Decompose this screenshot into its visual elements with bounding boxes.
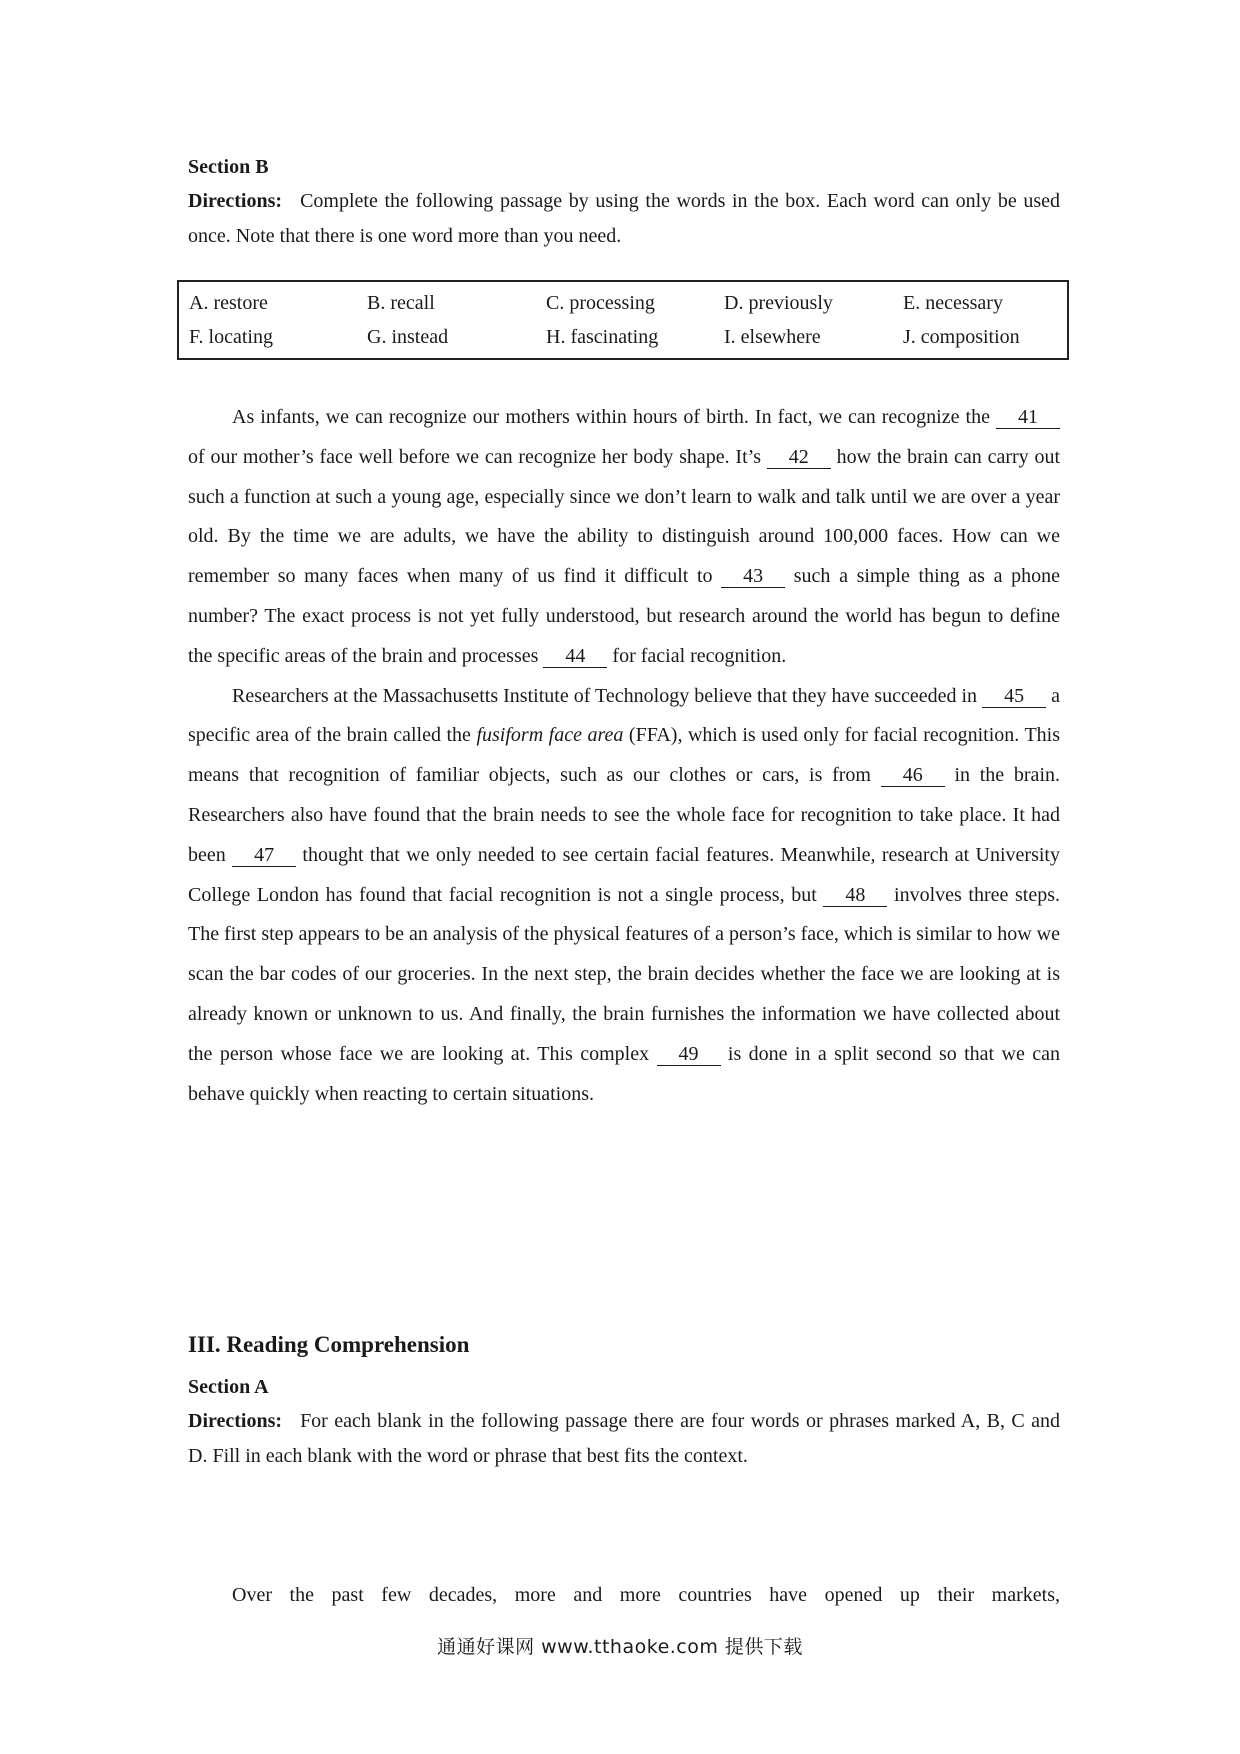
section-b-heading: Section B — [188, 156, 269, 178]
directions-label: Directions: — [188, 190, 283, 212]
blank-49[interactable]: 49 — [657, 1043, 721, 1066]
section-b — [188, 150, 1060, 1114]
blank-43[interactable]: 43 — [721, 565, 785, 588]
part-iii-heading: III. Reading Comprehension — [188, 1332, 470, 1357]
passage-text: a specific area of the brain called the — [188, 684, 1060, 747]
page-footer: 通通好课网 www.tthaoke.com 提供下载 — [437, 1636, 803, 1658]
word-option: A. restore — [189, 292, 268, 314]
directions-text: Complete the following passage by using the words in the box. Each word can only be used once. Note that there is one word more than you need. — [188, 190, 1060, 247]
blank-47[interactable]: 47 — [232, 844, 296, 867]
section-a-passage-start: Over the past few decades, more and more countries have opened up their markets, — [232, 1584, 1060, 1606]
directions-label: Directions: — [188, 1410, 283, 1432]
italic-term: fusiform face area — [476, 724, 624, 747]
passage-text: (FFA), which is used only for facial recognition. This means that recognition of familiar objects, such as our clothes or cars, is from — [188, 724, 1061, 787]
word-option: H. fascinating — [546, 326, 659, 348]
passage-text: is done in a split second so that we can behave quickly when reacting to certain situations. — [188, 1042, 1060, 1105]
passage-paragraph-2 — [188, 677, 1060, 1115]
section-b-directions — [188, 184, 1060, 254]
word-option: B. recall — [367, 292, 435, 314]
passage-text: for facial recognition. — [607, 644, 787, 667]
part-iii-section-a — [188, 1370, 1060, 1474]
word-option: C. processing — [546, 292, 655, 314]
word-option: F. locating — [189, 326, 273, 348]
word-option: I. elsewhere — [724, 326, 821, 348]
blank-45[interactable]: 45 — [982, 685, 1046, 708]
word-option: D. previously — [724, 292, 833, 314]
passage-text: in the brain. Researchers also have found that the brain needs to see the whole face for recognition to take place. It had been — [188, 764, 1060, 866]
passage-paragraph-1 — [188, 398, 1060, 677]
blank-41[interactable]: 41 — [996, 406, 1060, 429]
word-option: G. instead — [367, 326, 449, 348]
word-box — [177, 280, 1069, 360]
passage-text: involves three steps. The first step appears to be an analysis of the physical features of a person’s face, which is similar to how we scan the bar codes of our groceries. In the next step, the brain decides whether the face we are looking at is already known or unknown to us. And finally, the brain furnishes the information we have collected about the person whose face we are looking at. This complex — [188, 883, 1060, 1065]
passage-text: As infants, we can recognize our mothers within hours of birth. In fact, we can recognize the — [232, 406, 996, 428]
section-a-directions — [188, 1404, 1060, 1474]
word-option: E. necessary — [903, 292, 1003, 314]
passage-text: how the brain can carry out such a function at such a young age, especially since we don’t learn to walk and talk until we are over a year old. By the time we are adults, we have the ability to distinguish around 100,000 faces. How can we remember so many faces when many of us find it difficult to — [188, 445, 1061, 588]
passage-text: thought that we only needed to see certain facial features. Meanwhile, research at University College London has found that facial recognition is not a single process, but — [188, 843, 1060, 906]
passage-text: such a simple thing as a phone number? The exact process is not yet fully understood, but research around the world has begun to define the specific areas of the brain and processes — [188, 565, 1060, 667]
passage-text: of our mother’s face well before we can recognize her body shape. It’s — [188, 445, 767, 468]
section-b-passage — [188, 398, 1060, 1114]
blank-48[interactable]: 48 — [823, 884, 887, 907]
blank-42[interactable]: 42 — [767, 446, 831, 469]
word-option: J. composition — [903, 326, 1020, 348]
directions-text: For each blank in the following passage there are four words or phrases marked A, B, C and D. Fill in each blank with the word or phrase that best fits the context. — [188, 1410, 1060, 1467]
blank-46[interactable]: 46 — [881, 764, 945, 787]
section-a-heading: Section A — [188, 1376, 269, 1398]
blank-44[interactable]: 44 — [543, 645, 607, 668]
passage-text: Researchers at the Massachusetts Institute of Technology believe that they have succeeded in — [232, 684, 983, 707]
